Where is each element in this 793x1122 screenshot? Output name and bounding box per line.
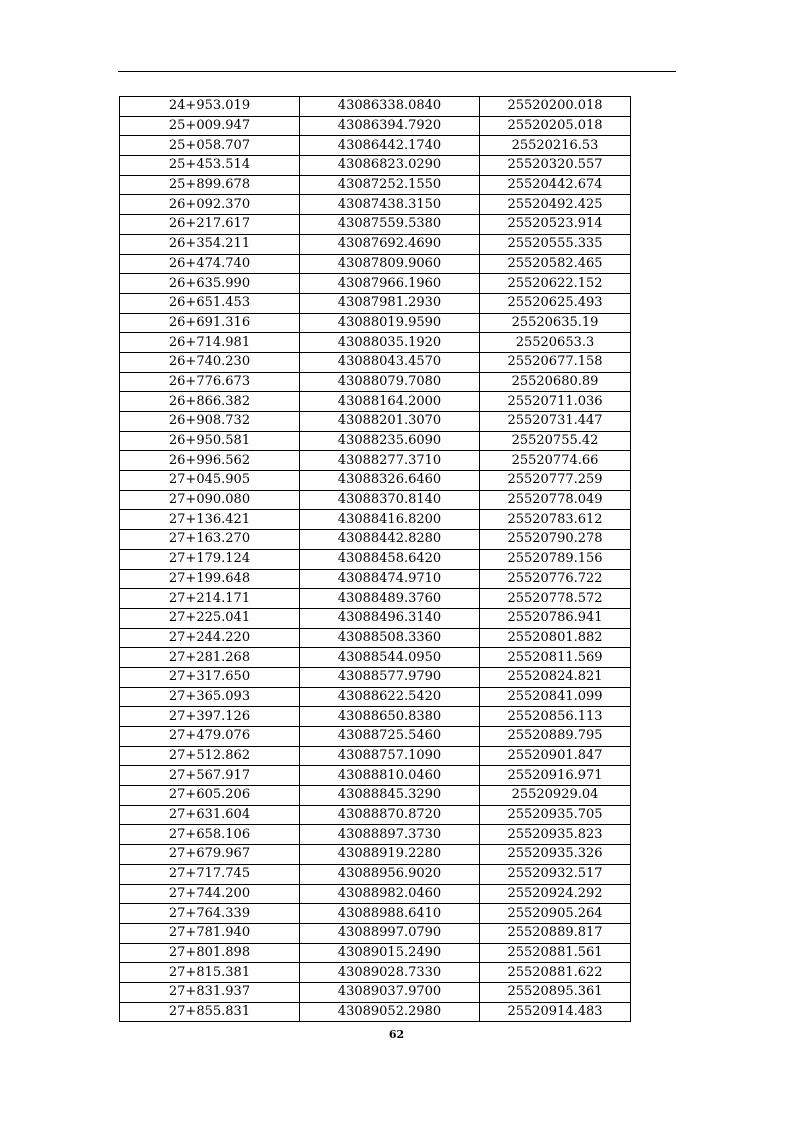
- y-coordinate-cell: 25520205.018: [480, 116, 631, 136]
- y-coordinate-cell: 25520901.847: [480, 746, 631, 766]
- y-coordinate-cell: 25520924.292: [480, 884, 631, 904]
- station-cell: 26+217.617: [120, 215, 300, 235]
- station-cell: 26+092.370: [120, 195, 300, 215]
- station-cell: 25+899.678: [120, 175, 300, 195]
- y-coordinate-cell: 25520889.817: [480, 923, 631, 943]
- y-coordinate-cell: 25520905.264: [480, 904, 631, 924]
- table-row: [120, 628, 631, 648]
- table-row: [120, 234, 631, 254]
- table-row: [120, 451, 631, 471]
- y-coordinate-cell: 25520653.3: [480, 333, 631, 353]
- table-row: [120, 490, 631, 510]
- x-coordinate-cell: 43089052.2980: [300, 1002, 480, 1022]
- station-cell: 27+801.898: [120, 943, 300, 963]
- x-coordinate-cell: 43088489.3760: [300, 589, 480, 609]
- station-cell: 27+317.650: [120, 667, 300, 687]
- table-row: [120, 333, 631, 353]
- station-cell: 27+090.080: [120, 490, 300, 510]
- table-row: [120, 923, 631, 943]
- table-row: [120, 549, 631, 569]
- table-row: [120, 766, 631, 786]
- table-row: [120, 786, 631, 806]
- x-coordinate-cell: 43089015.2490: [300, 943, 480, 963]
- y-coordinate-cell: 25520783.612: [480, 510, 631, 530]
- x-coordinate-cell: 43088544.0950: [300, 648, 480, 668]
- y-coordinate-cell: 25520731.447: [480, 412, 631, 432]
- y-coordinate-cell: 25520916.971: [480, 766, 631, 786]
- station-cell: 27+281.268: [120, 648, 300, 668]
- table-row: [120, 274, 631, 294]
- y-coordinate-cell: 25520711.036: [480, 392, 631, 412]
- x-coordinate-cell: 43088164.2000: [300, 392, 480, 412]
- table-row: [120, 392, 631, 412]
- table-row: [120, 431, 631, 451]
- y-coordinate-cell: 25520786.941: [480, 608, 631, 628]
- table-row: [120, 982, 631, 1002]
- y-coordinate-cell: 25520776.722: [480, 569, 631, 589]
- y-coordinate-cell: 25520778.049: [480, 490, 631, 510]
- x-coordinate-cell: 43089037.9700: [300, 982, 480, 1002]
- y-coordinate-cell: 25520625.493: [480, 293, 631, 313]
- x-coordinate-cell: 43087809.9060: [300, 254, 480, 274]
- x-coordinate-cell: 43088622.5420: [300, 687, 480, 707]
- table-row: [120, 1002, 631, 1022]
- table-row: [120, 471, 631, 491]
- y-coordinate-cell: 25520555.335: [480, 234, 631, 254]
- y-coordinate-cell: 25520582.465: [480, 254, 631, 274]
- station-cell: 26+996.562: [120, 451, 300, 471]
- y-coordinate-cell: 25520914.483: [480, 1002, 631, 1022]
- table-row: [120, 805, 631, 825]
- station-cell: 26+691.316: [120, 313, 300, 333]
- x-coordinate-cell: 43087559.5380: [300, 215, 480, 235]
- table-row: [120, 254, 631, 274]
- table-row: [120, 727, 631, 747]
- y-coordinate-cell: 25520935.326: [480, 845, 631, 865]
- station-cell: 27+605.206: [120, 786, 300, 806]
- station-cell: 25+058.707: [120, 136, 300, 156]
- station-cell: 27+764.339: [120, 904, 300, 924]
- station-cell: 27+815.381: [120, 963, 300, 983]
- x-coordinate-cell: 43088982.0460: [300, 884, 480, 904]
- y-coordinate-cell: 25520680.89: [480, 372, 631, 392]
- x-coordinate-cell: 43088956.9020: [300, 864, 480, 884]
- table-row: [120, 352, 631, 372]
- table-row: [120, 648, 631, 668]
- y-coordinate-cell: 25520935.823: [480, 825, 631, 845]
- x-coordinate-cell: 43089028.7330: [300, 963, 480, 983]
- station-cell: 27+717.745: [120, 864, 300, 884]
- y-coordinate-cell: 25520789.156: [480, 549, 631, 569]
- x-coordinate-cell: 43088416.8200: [300, 510, 480, 530]
- y-coordinate-cell: 25520801.882: [480, 628, 631, 648]
- x-coordinate-cell: 43088810.0460: [300, 766, 480, 786]
- station-cell: 26+474.740: [120, 254, 300, 274]
- station-cell: 27+781.940: [120, 923, 300, 943]
- station-cell: 27+631.604: [120, 805, 300, 825]
- table-row: [120, 825, 631, 845]
- table-row: [120, 293, 631, 313]
- x-coordinate-cell: 43088725.5460: [300, 727, 480, 747]
- x-coordinate-cell: 43088201.3070: [300, 412, 480, 432]
- table-row: [120, 943, 631, 963]
- station-cell: 27+744.200: [120, 884, 300, 904]
- table-row: [120, 608, 631, 628]
- y-coordinate-cell: 25520200.018: [480, 97, 631, 117]
- table-row: [120, 569, 631, 589]
- coordinate-table-body: [120, 97, 631, 1022]
- table-row: [120, 530, 631, 550]
- y-coordinate-cell: 25520895.361: [480, 982, 631, 1002]
- x-coordinate-cell: 43088326.6460: [300, 471, 480, 491]
- x-coordinate-cell: 43086394.7920: [300, 116, 480, 136]
- x-coordinate-cell: 43086338.0840: [300, 97, 480, 117]
- station-cell: 27+163.270: [120, 530, 300, 550]
- y-coordinate-cell: 25520216.53: [480, 136, 631, 156]
- y-coordinate-cell: 25520778.572: [480, 589, 631, 609]
- y-coordinate-cell: 25520320.557: [480, 156, 631, 176]
- x-coordinate-cell: 43086823.0290: [300, 156, 480, 176]
- table-row: [120, 904, 631, 924]
- page-number: 62: [388, 1028, 405, 1041]
- y-coordinate-cell: 25520622.152: [480, 274, 631, 294]
- x-coordinate-cell: 43088845.3290: [300, 786, 480, 806]
- x-coordinate-cell: 43088757.1090: [300, 746, 480, 766]
- station-cell: 27+179.124: [120, 549, 300, 569]
- station-cell: 27+045.905: [120, 471, 300, 491]
- x-coordinate-cell: 43088458.6420: [300, 549, 480, 569]
- table-row: [120, 707, 631, 727]
- x-coordinate-cell: 43088019.9590: [300, 313, 480, 333]
- y-coordinate-cell: 25520824.821: [480, 667, 631, 687]
- x-coordinate-cell: 43088277.3710: [300, 451, 480, 471]
- coordinate-table: [119, 96, 631, 1022]
- y-coordinate-cell: 25520935.705: [480, 805, 631, 825]
- y-coordinate-cell: 25520677.158: [480, 352, 631, 372]
- table-row: [120, 746, 631, 766]
- station-cell: 27+214.171: [120, 589, 300, 609]
- station-cell: 27+479.076: [120, 727, 300, 747]
- x-coordinate-cell: 43087252.1550: [300, 175, 480, 195]
- y-coordinate-cell: 25520881.561: [480, 943, 631, 963]
- header-rule: [118, 71, 676, 72]
- station-cell: 27+679.967: [120, 845, 300, 865]
- station-cell: 27+658.106: [120, 825, 300, 845]
- table-row: [120, 963, 631, 983]
- station-cell: 26+908.732: [120, 412, 300, 432]
- station-cell: 25+453.514: [120, 156, 300, 176]
- station-cell: 27+512.862: [120, 746, 300, 766]
- station-cell: 26+714.981: [120, 333, 300, 353]
- table-row: [120, 313, 631, 333]
- table-row: [120, 156, 631, 176]
- x-coordinate-cell: 43087981.2930: [300, 293, 480, 313]
- y-coordinate-cell: 25520856.113: [480, 707, 631, 727]
- x-coordinate-cell: 43088235.6090: [300, 431, 480, 451]
- y-coordinate-cell: 25520755.42: [480, 431, 631, 451]
- x-coordinate-cell: 43088035.1920: [300, 333, 480, 353]
- x-coordinate-cell: 43088474.9710: [300, 569, 480, 589]
- x-coordinate-cell: 43088650.8380: [300, 707, 480, 727]
- x-coordinate-cell: 43087966.1960: [300, 274, 480, 294]
- x-coordinate-cell: 43086442.1740: [300, 136, 480, 156]
- y-coordinate-cell: 25520635.19: [480, 313, 631, 333]
- station-cell: 27+199.648: [120, 569, 300, 589]
- station-cell: 27+225.041: [120, 608, 300, 628]
- y-coordinate-cell: 25520841.099: [480, 687, 631, 707]
- station-cell: 26+866.382: [120, 392, 300, 412]
- station-cell: 26+950.581: [120, 431, 300, 451]
- y-coordinate-cell: 25520523.914: [480, 215, 631, 235]
- x-coordinate-cell: 43088870.8720: [300, 805, 480, 825]
- x-coordinate-cell: 43088508.3360: [300, 628, 480, 648]
- station-cell: 25+009.947: [120, 116, 300, 136]
- y-coordinate-cell: 25520932.517: [480, 864, 631, 884]
- station-cell: 27+567.917: [120, 766, 300, 786]
- y-coordinate-cell: 25520777.259: [480, 471, 631, 491]
- x-coordinate-cell: 43088997.0790: [300, 923, 480, 943]
- y-coordinate-cell: 25520811.569: [480, 648, 631, 668]
- x-coordinate-cell: 43088043.4570: [300, 352, 480, 372]
- table-row: [120, 589, 631, 609]
- table-row: [120, 510, 631, 530]
- station-cell: 27+397.126: [120, 707, 300, 727]
- table-row: [120, 175, 631, 195]
- station-cell: 26+776.673: [120, 372, 300, 392]
- table-row: [120, 97, 631, 117]
- x-coordinate-cell: 43088577.9790: [300, 667, 480, 687]
- table-row: [120, 136, 631, 156]
- table-row: [120, 116, 631, 136]
- x-coordinate-cell: 43088370.8140: [300, 490, 480, 510]
- x-coordinate-cell: 43087692.4690: [300, 234, 480, 254]
- station-cell: 27+244.220: [120, 628, 300, 648]
- y-coordinate-cell: 25520492.425: [480, 195, 631, 215]
- x-coordinate-cell: 43088988.6410: [300, 904, 480, 924]
- station-cell: 26+740.230: [120, 352, 300, 372]
- x-coordinate-cell: 43088442.8280: [300, 530, 480, 550]
- table-row: [120, 884, 631, 904]
- y-coordinate-cell: 25520929.04: [480, 786, 631, 806]
- station-cell: 26+635.990: [120, 274, 300, 294]
- x-coordinate-cell: 43088919.2280: [300, 845, 480, 865]
- station-cell: 26+651.453: [120, 293, 300, 313]
- y-coordinate-cell: 25520790.278: [480, 530, 631, 550]
- station-cell: 27+136.421: [120, 510, 300, 530]
- table-row: [120, 687, 631, 707]
- y-coordinate-cell: 25520442.674: [480, 175, 631, 195]
- table-row: [120, 845, 631, 865]
- x-coordinate-cell: 43088496.3140: [300, 608, 480, 628]
- y-coordinate-cell: 25520889.795: [480, 727, 631, 747]
- table-row: [120, 372, 631, 392]
- station-cell: 24+953.019: [120, 97, 300, 117]
- x-coordinate-cell: 43088897.3730: [300, 825, 480, 845]
- station-cell: 26+354.211: [120, 234, 300, 254]
- table-row: [120, 667, 631, 687]
- station-cell: 27+365.093: [120, 687, 300, 707]
- table-row: [120, 195, 631, 215]
- station-cell: 27+831.937: [120, 982, 300, 1002]
- x-coordinate-cell: 43087438.3150: [300, 195, 480, 215]
- y-coordinate-cell: 25520881.622: [480, 963, 631, 983]
- x-coordinate-cell: 43088079.7080: [300, 372, 480, 392]
- table-row: [120, 412, 631, 432]
- table-row: [120, 864, 631, 884]
- table-row: [120, 215, 631, 235]
- y-coordinate-cell: 25520774.66: [480, 451, 631, 471]
- station-cell: 27+855.831: [120, 1002, 300, 1022]
